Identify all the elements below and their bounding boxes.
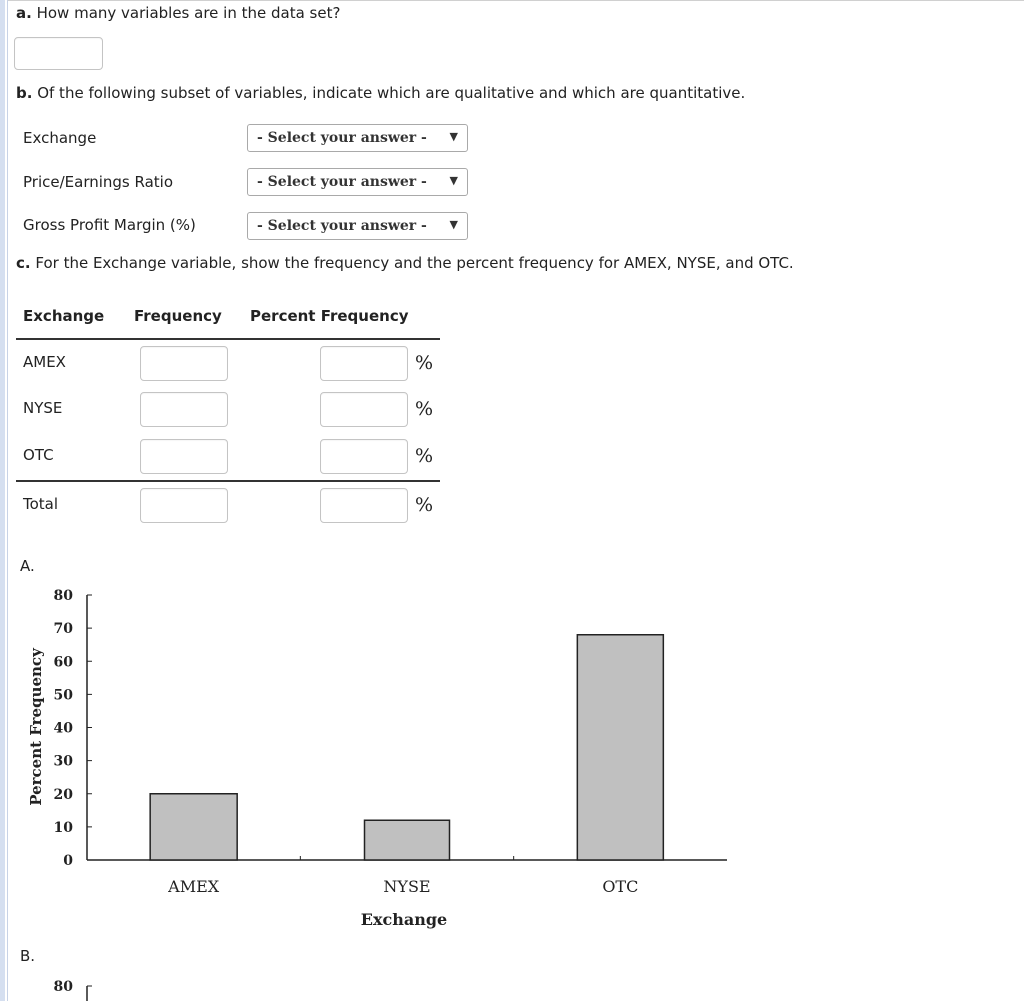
y-tick-label: 30	[53, 753, 73, 770]
variable-label-gross-profit-margin: Gross Profit Margin (%)	[23, 216, 196, 234]
percent-sign: %	[415, 398, 434, 420]
table-header-frequency: Frequency	[134, 307, 222, 325]
option-a-label[interactable]: A.	[20, 557, 35, 575]
variable-label-pe-ratio: Price/Earnings Ratio	[23, 173, 174, 191]
option-b-label[interactable]: B.	[20, 947, 36, 965]
nyse-frequency-input[interactable]	[140, 392, 228, 427]
question-c	[16, 254, 794, 272]
total-frequency-input[interactable]	[140, 488, 228, 523]
variables-count-input[interactable]	[14, 37, 103, 70]
percent-sign: %	[415, 494, 434, 516]
table-header-percent-frequency: Percent Frequency	[250, 307, 409, 325]
x-tick-label: AMEX	[168, 877, 220, 896]
table-total-divider	[16, 480, 440, 482]
total-percent-input[interactable]	[320, 488, 408, 523]
question-a-text: How many variables are in the data set?	[31, 4, 341, 22]
table-row-label-nyse: NYSE	[23, 399, 63, 417]
top-border	[8, 0, 1024, 1]
y-tick-label: 20	[53, 786, 73, 803]
bar-nyse	[365, 820, 450, 860]
amex-percent-input[interactable]	[320, 346, 408, 381]
y-tick-label: 50	[53, 687, 73, 704]
otc-percent-input[interactable]	[320, 439, 408, 474]
question-b-letter: b.	[16, 84, 33, 102]
y-tick-label: 60	[53, 654, 73, 671]
table-row-label-amex: AMEX	[23, 353, 66, 371]
chevron-down-icon: ▼	[449, 218, 458, 231]
option-b-bar-chart[interactable]	[0, 970, 1024, 1001]
pe-ratio-type-select-value: - Select your answer -	[257, 174, 427, 190]
x-tick-label: NYSE	[383, 877, 431, 896]
question-b-text: Of the following subset of variables, indicate which are qualitative and which are quantitative.	[32, 84, 746, 102]
gross-profit-margin-type-select[interactable]	[247, 212, 468, 240]
y-axis-title: Percent Frequency	[27, 648, 45, 806]
table-header-divider	[16, 338, 440, 340]
x-axis-title: Exchange	[360, 910, 448, 929]
option-a-bar-chart[interactable]	[0, 575, 1024, 940]
bar-otc	[577, 635, 663, 860]
amex-frequency-input[interactable]	[140, 346, 228, 381]
chevron-down-icon: ▼	[449, 130, 458, 143]
y-tick-label: 0	[63, 853, 73, 869]
exchange-type-select[interactable]	[247, 124, 468, 152]
y-tick-label: 40	[53, 720, 73, 737]
nyse-percent-input[interactable]	[320, 392, 408, 427]
variable-label-exchange: Exchange	[23, 129, 97, 147]
exchange-type-select-value: - Select your answer -	[257, 130, 427, 146]
y-tick-label: 80	[53, 979, 73, 995]
y-tick-label: 70	[53, 621, 73, 638]
x-tick-label: OTC	[602, 877, 639, 896]
question-a-letter: a.	[16, 4, 32, 22]
table-header-exchange: Exchange	[23, 307, 105, 325]
chevron-down-icon: ▼	[449, 174, 458, 187]
question-b	[16, 84, 745, 102]
percent-sign: %	[415, 445, 434, 467]
question-c-text: For the Exchange variable, show the frequency and the percent frequency for AMEX, NYSE, and OTC.	[30, 254, 794, 272]
y-tick-label: 80	[53, 588, 73, 604]
otc-frequency-input[interactable]	[140, 439, 228, 474]
table-row-label-otc: OTC	[23, 446, 54, 464]
question-c-letter: c.	[16, 254, 31, 272]
bar-amex	[150, 794, 237, 860]
table-row-label-total: Total	[23, 495, 59, 513]
gross-profit-margin-type-select-value: - Select your answer -	[257, 218, 427, 234]
y-tick-label: 10	[53, 819, 73, 836]
pe-ratio-type-select[interactable]	[247, 168, 468, 196]
question-a	[16, 4, 340, 22]
percent-sign: %	[415, 352, 434, 374]
